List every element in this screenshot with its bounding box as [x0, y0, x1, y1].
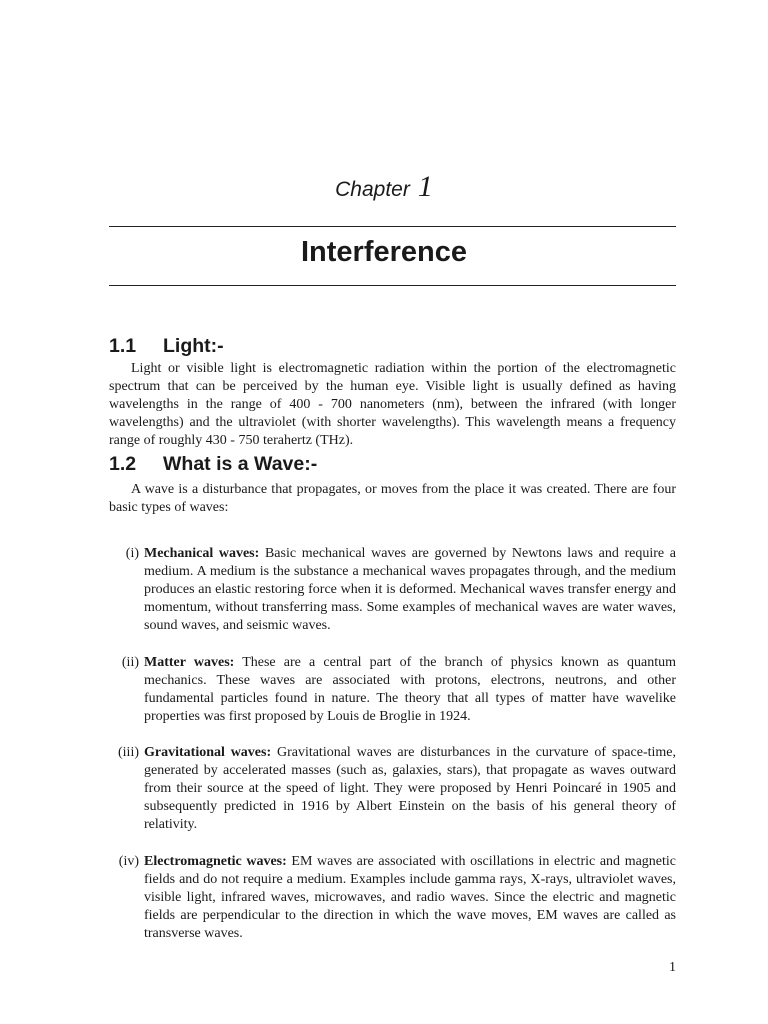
section-heading-light — [109, 335, 224, 358]
list-text: EM waves are associated with oscillations in electric and magnetic fields and do not require a medium. Examples include gamma rays, X-rays, ultraviolet waves, visible light, infrared waves, microwaves, and radio waves. Since the electric and magnetic fields are perpendicular to the direction in which the wave moves, EM waves are called as transverse waves. — [144, 854, 677, 941]
list-marker: (iv) — [118, 854, 139, 869]
title-rule-bottom — [109, 285, 676, 286]
list-text: Basic mechanical waves are governed by Newtons laws and require a medium. A medium is the substance a mechanical waves propagates through, and the medium produces an elastic restoring force when it is deformed. Mechanical waves transfer energy and momentum, without transferring mass. Some examples of mechanical waves are water waves, sound waves, and seismic waves. — [144, 546, 676, 633]
section-number: 1.2 — [109, 453, 137, 475]
section-title: What is a Wave:- — [163, 453, 318, 475]
title-rule-top — [109, 226, 676, 227]
page-number: 1 — [669, 960, 676, 975]
list-term: Matter waves: — [144, 655, 235, 670]
list-item-electromagnetic-waves — [109, 853, 676, 943]
section-paragraph-wave: A wave is a disturbance that propagates, or moves from the place it was created. There are four basic types of waves: — [109, 482, 676, 515]
section-heading-wave — [109, 453, 317, 476]
list-term: Electromagnetic waves: — [144, 854, 287, 869]
list-item-matter-waves — [109, 654, 676, 726]
list-item-mechanical-waves — [109, 545, 676, 635]
list-marker: (iii) — [118, 745, 139, 760]
section-number: 1.1 — [109, 335, 137, 357]
chapter-label — [0, 170, 768, 204]
section-paragraph-light: Light or visible light is electromagnetic radiation within the portion of the electromagnetic spectrum that can be perceived by the human eye. Visible light is usually defined as having wavelengths in the range of 400 - 700 nanometers (nm), between the infrared (with longer wavelengths) and the ultraviolet (with shorter wavelengths). This wavelength means a frequency range of roughly 430 - 750 terahertz (THz). — [109, 361, 676, 448]
list-text: Gravitational waves are disturbances in the curvature of space-time, generated by accelerated masses (such as, galaxies, stars), that propagate as waves outward from their source at the speed of light. They were proposed by Henri Poincaré in 1905 and subsequently predicted in 1916 by Albert Einstein on the basis of his general theory of relativity. — [144, 745, 676, 832]
chapter-word: Chapter — [335, 178, 410, 201]
list-marker: (i) — [125, 546, 139, 561]
list-term: Mechanical waves: — [144, 546, 260, 561]
list-text: These are a central part of the branch of physics known as quantum mechanics. These waves are associated with protons, electrons, neutrons, and other fundamental particles found in nature. The theory that all types of matter have wavelike properties was first proposed by Louis de Broglie in 1924. — [144, 655, 676, 724]
section-title: Light:- — [163, 335, 224, 357]
chapter-title: Interference — [300, 236, 467, 268]
chapter-number: 1 — [417, 170, 433, 203]
list-item-gravitational-waves — [109, 744, 676, 834]
list-marker: (ii) — [121, 655, 139, 670]
list-term: Gravitational waves: — [144, 745, 272, 760]
